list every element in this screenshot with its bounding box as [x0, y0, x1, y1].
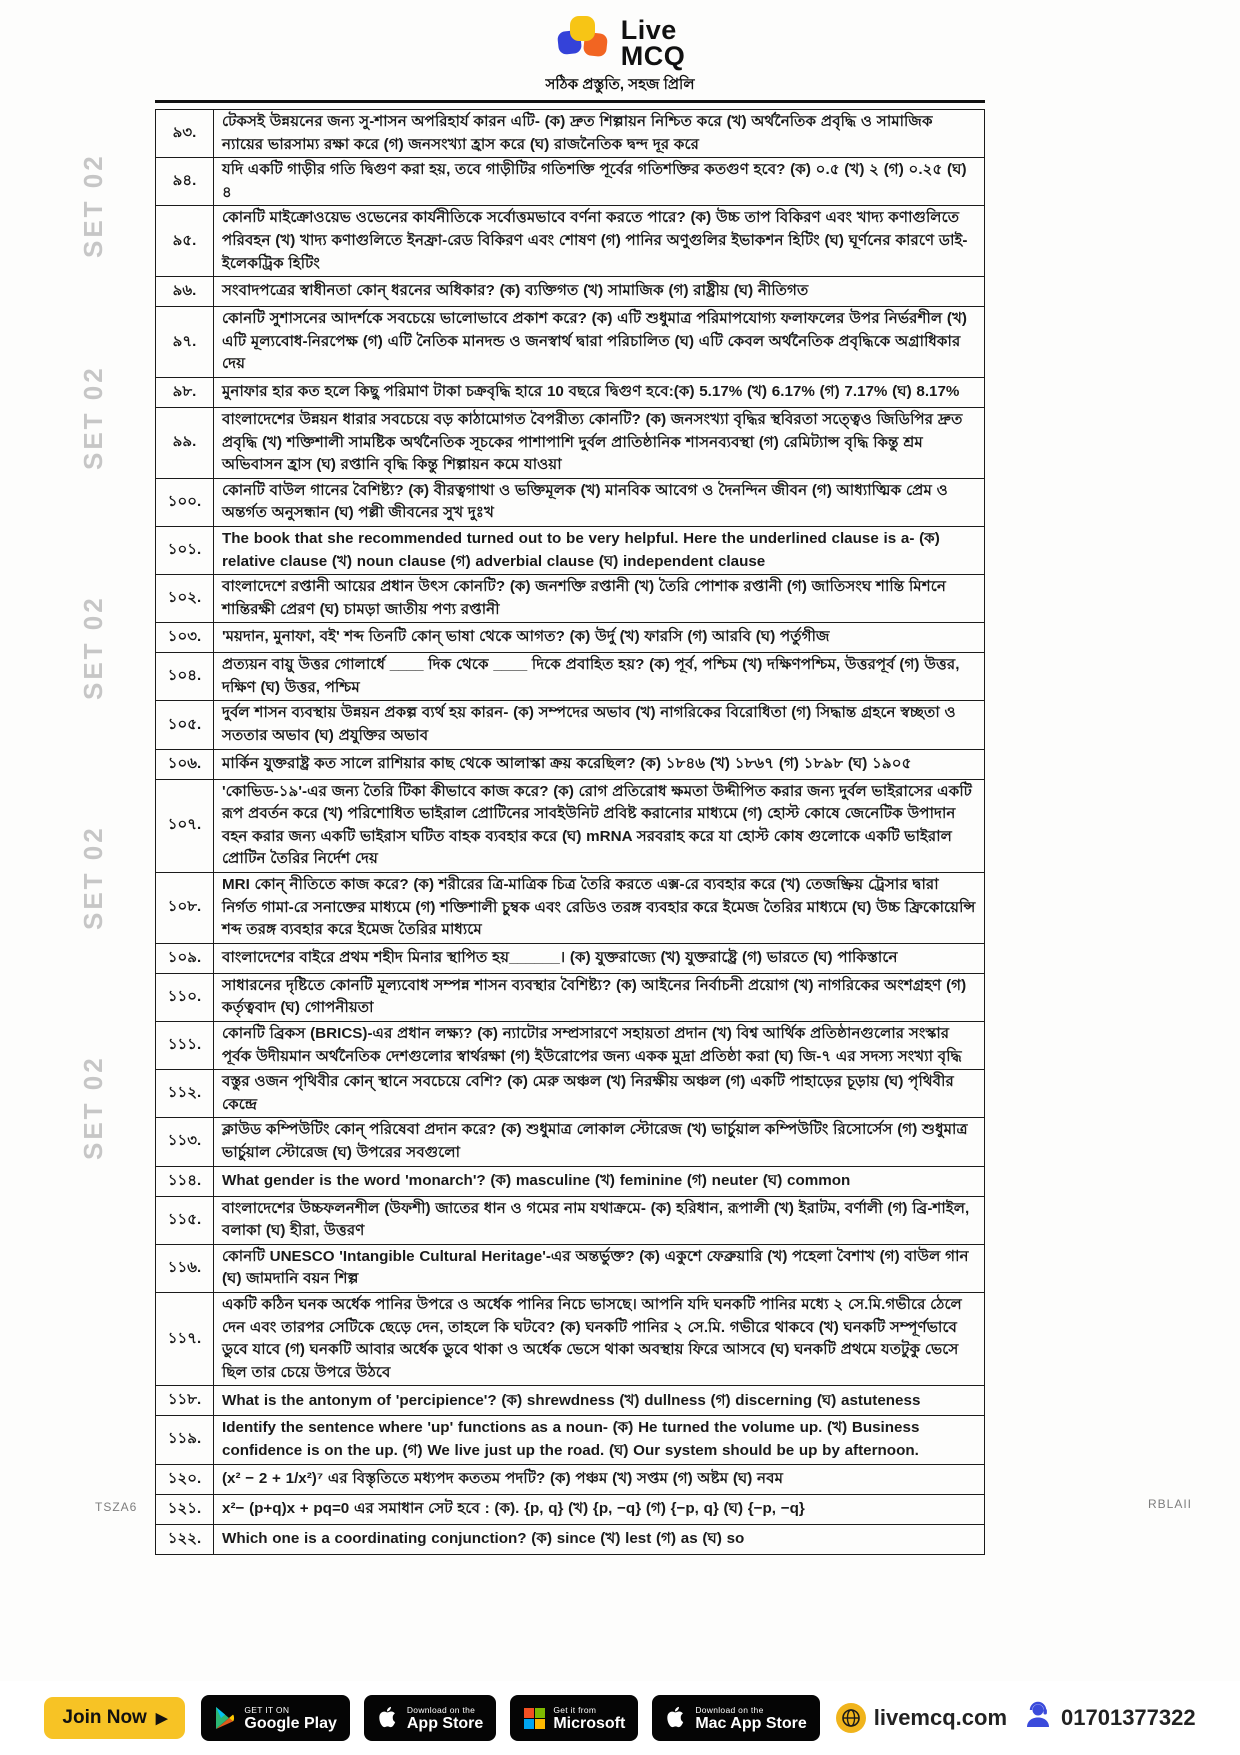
- question-number: ১০০.: [156, 478, 214, 526]
- question-row: [156, 1196, 985, 1244]
- question-number: ৯৫.: [156, 206, 214, 277]
- livemcq-logo-icon: [555, 14, 611, 71]
- question-row: [156, 158, 985, 206]
- question-row: [156, 701, 985, 749]
- apple-icon: [377, 1706, 399, 1730]
- play-arrow-icon: ▶: [155, 1710, 168, 1727]
- phone-contact[interactable]: [1023, 1700, 1196, 1736]
- question-number: ৯৯.: [156, 407, 214, 478]
- question-text: কোনটি বাউল গানের বৈশিষ্ট্য? (ক) বীরত্বগাথা ও ভক্তিমূলক (খ) মানবিক আবেগ ও দৈনন্দিন জীবন (গ) আধ্যাত্মিক প্রেম ও অন্তর্গত অনুসন্ধান (ঘ) পল্লী জীবনের সুখ দুঃখ: [214, 478, 985, 526]
- question-number: ১০২.: [156, 575, 214, 623]
- question-row: [156, 377, 985, 407]
- store-badge-google-play[interactable]: GET IT ON Google Play: [201, 1695, 349, 1741]
- question-row: [156, 943, 985, 973]
- question-text: প্রত্যয়ন বায়ু উত্তর গোলার্ধে ____ দিক থেকে ____ দিকে প্রবাহিত হয়? (ক) পূর্ব, পশ্চিম (খ) দক্ষিণপশ্চিম, উত্তরপূর্ব (গ) উত্তর, দক্ষিণ (ঘ) উত্তর, পশ্চিম: [214, 653, 985, 701]
- set-watermark: SET 02: [78, 1055, 108, 1160]
- question-number: ১০৫.: [156, 701, 214, 749]
- question-text: The book that she recommended turned out to be very helpful. Here the underlined clause is a- (ক) relative clause (খ) noun clause (গ) adverbial clause (ঘ) independent clause: [214, 526, 985, 574]
- question-number: ১১০.: [156, 973, 214, 1021]
- question-row: [156, 749, 985, 779]
- question-row: [156, 973, 985, 1021]
- question-row: [156, 1070, 985, 1118]
- question-number: ৯৮.: [156, 377, 214, 407]
- website-text: livemcq.com: [873, 1705, 1008, 1730]
- question-text: (x² − 2 + 1/x²)⁷ এর বিস্তৃতিতে মধ্যপদ কততম পদটি? (ক) পঞ্চম (খ) সপ্তম (গ) অষ্টম (ঘ) নবম: [214, 1464, 985, 1494]
- logo-tagline: সঠিক প্রস্তুতি, সহজ প্রিলি: [545, 76, 695, 93]
- question-row: [156, 779, 985, 872]
- join-now-button[interactable]: [44, 1697, 185, 1739]
- question-number: ৯৩.: [156, 110, 214, 158]
- question-row: [156, 1118, 985, 1166]
- question-number: ১২১.: [156, 1494, 214, 1524]
- question-text: ক্লাউড কম্পিউটিং কোন্ পরিষেবা প্রদান করে? (ক) শুধুমাত্র লোকাল স্টোরেজ (খ) ভার্চুয়াল কম্পিউটিং রিসোর্সেস (গ) শুধুমাত্র ভার্চুয়াল স্টোরেজ (ঘ) উপরের সবগুলো: [214, 1118, 985, 1166]
- question-number: ১১৪.: [156, 1166, 214, 1196]
- question-text: মুনাফার হার কত হলে কিছু পরিমাণ টাকা চক্রবৃদ্ধি হারে 10 বছরে দ্বিগুণ হবে:(ক) 5.17% (খ) 6.17% (গ) 7.17% (ঘ) 8.17%: [214, 377, 985, 407]
- question-row: [156, 1166, 985, 1196]
- question-number: ১১৫.: [156, 1196, 214, 1244]
- question-number: ১১২.: [156, 1070, 214, 1118]
- question-row: [156, 307, 985, 378]
- question-text: x²− (p+q)x + pq=0 এর সমাধান সেট হবে : (ক). {p, q} (খ) {p, −q} (গ) {−p, q} (ঘ) {−p, −q}: [214, 1494, 985, 1524]
- question-number: ১০৩.: [156, 623, 214, 653]
- logo-wordmark: Live MCQ: [620, 14, 686, 71]
- question-text: What gender is the word 'monarch'? (ক) masculine (খ) feminine (গ) neuter (ঘ) common: [214, 1166, 985, 1196]
- store-badge-microsoft[interactable]: Get it from Microsoft: [510, 1695, 638, 1741]
- question-number: ১২২.: [156, 1524, 214, 1554]
- question-row: [156, 526, 985, 574]
- microsoft-icon: [523, 1706, 545, 1730]
- question-row: [156, 1416, 985, 1464]
- apple-icon: [665, 1706, 687, 1730]
- page-code-right: RBLAII: [1148, 1497, 1193, 1511]
- question-text: দুর্বল শাসন ব্যবস্থায় উন্নয়ন প্রকল্প ব্যর্থ হয় কারন- (ক) সম্পদের অভাব (খ) নাগরিকের বিরোধিতা (গ) সিদ্ধান্ত গ্রহনে স্বচ্ছতা ও সততার অভাব (ঘ) প্রযুক্তির অভাব: [214, 701, 985, 749]
- question-row: [156, 1022, 985, 1070]
- livemcq-header: [0, 14, 1240, 98]
- question-text: বাংলাদেশের উন্নয়ন ধারার সবচেয়ে বড় কাঠামোগত বৈপরীত্য কোনটি? (ক) জনসংখ্যা বৃদ্ধির স্থবিরতা সত্ত্বেও জিডিপির দ্রুত প্রবৃদ্ধি (খ) শক্তিশালী সামষ্টিক অর্থনৈতিক সূচকের পাশাপাশি দুর্বল প্রাতিষ্ঠানিক শাসনব্যবস্থা (গ) রেমিট্যান্স বৃদ্ধি কিন্তু শ্রম অভিবাসন হ্রাস (ঘ) রপ্তানি বৃদ্ধি কিন্তু শিল্পায়ন কমে যাওয়া: [214, 407, 985, 478]
- set-watermark: SET 02: [78, 153, 108, 258]
- question-text: Identify the sentence where 'up' functions as a noun- (ক) He turned the volume up. (খ) Business confidence is on the up. (গ) We live just up the road. (ঘ) Our system should be up by afternoon.: [214, 1416, 985, 1464]
- set-watermark: SET 02: [78, 825, 108, 930]
- question-number: ১০৮.: [156, 873, 214, 944]
- question-number: ১১৮.: [156, 1386, 214, 1416]
- question-number: ৯৭.: [156, 307, 214, 378]
- question-row: [156, 1244, 985, 1292]
- question-number: ৯৪.: [156, 158, 214, 206]
- question-row: [156, 1464, 985, 1494]
- support-agent-icon: [1023, 1700, 1053, 1736]
- question-row: [156, 653, 985, 701]
- question-text: মার্কিন যুক্তরাষ্ট্র কত সালে রাশিয়ার কাছ থেকে আলাস্কা ক্রয় করেছিল? (ক) ১৮৪৬ (খ) ১৮৬৭ (গ) ১৮৯৮ (ঘ) ১৯০৫: [214, 749, 985, 779]
- question-row: [156, 478, 985, 526]
- question-text: সংবাদপত্রের স্বাধীনতা কোন্ ধরনের অধিকার? (ক) ব্যক্তিগত (খ) সামাজিক (গ) রাষ্ট্রীয় (ঘ) নীতিগত: [214, 277, 985, 307]
- phone-number: 01701377322: [1061, 1705, 1196, 1730]
- question-number: ১০৬.: [156, 749, 214, 779]
- question-number: ১০৭.: [156, 779, 214, 872]
- question-number: ১২০.: [156, 1464, 214, 1494]
- question-text: কোনটি মাইক্রোওয়েভ ওভেনের কার্যনীতিকে সর্বোত্তমভাবে বর্ণনা করতে পারে? (ক) উচ্চ তাপ বিকিরণ এবং খাদ্য কণাগুলিতে পরিবহন (খ) খাদ্য কণাগুলিতে ইনফ্রা-রেড বিকিরণ এবং শোষণ (গ) পানির অণুগুলির ইভাকশন হিটিং (ঘ) ঘূর্ণনের কারণে ডাই-ইলেকট্রিক হিটিং: [214, 206, 985, 277]
- question-table: [155, 109, 985, 1555]
- question-number: ১১৯.: [156, 1416, 214, 1464]
- question-row: [156, 1386, 985, 1416]
- question-text: যদি একটি গাড়ীর গতি দ্বিগুণ করা হয়, তবে গাড়ীটির গতিশক্তি পূর্বের গতিশক্তির কতগুণ হবে? (ক) ০.৫ (খ) ২ (গ) ০.২৫ (ঘ) ৪: [214, 158, 985, 206]
- question-text: কোনটি সুশাসনের আদর্শকে সবচেয়ে ভালোভাবে প্রকাশ করে? (ক) এটি শুধুমাত্র পরিমাপযোগ্য ফলাফলের উপর নির্ভরশীল (খ) এটি মূল্যবোধ-নিরপেক্ষ (গ) এটি নৈতিক মানদন্ড ও জনস্বার্থ দ্বারা পরিচালিত (ঘ) এটি কেবল অর্থনৈতিক প্রবৃদ্ধিকে অগ্রাধিকার দেয়: [214, 307, 985, 378]
- question-row: [156, 277, 985, 307]
- question-row: [156, 1524, 985, 1554]
- question-number: ১১১.: [156, 1022, 214, 1070]
- question-row: [156, 873, 985, 944]
- question-text: What is the antonym of 'percipience'? (ক) shrewdness (খ) dullness (গ) discerning (ঘ) astuteness: [214, 1386, 985, 1416]
- set-watermark: SET 02: [78, 365, 108, 470]
- website-link[interactable]: [836, 1703, 1007, 1733]
- question-number: ১১৩.: [156, 1118, 214, 1166]
- question-row: [156, 1494, 985, 1524]
- question-number: ১০৪.: [156, 653, 214, 701]
- question-text: টেকসই উন্নয়নের জন্য সু-শাসন অপরিহার্য কারন এটি- (ক) দ্রুত শিল্পায়ন নিশ্চিত করে (খ) অর্থনৈতিক প্রবৃদ্ধি ও সামাজিক ন্যায়ের ভারসাম্য রক্ষা করে (গ) জনসংখ্যা হ্রাস করে (ঘ) রাজনৈতিক দ্বন্দ দূর করে: [214, 110, 985, 158]
- promo-footer: [0, 1681, 1240, 1755]
- question-text: বস্তুর ওজন পৃথিবীর কোন্ স্থানে সবচেয়ে বেশি? (ক) মেরু অঞ্চল (খ) নিরক্ষীয় অঞ্চল (গ) একটি পাহাড়ের চূড়ায় (ঘ) পৃথিবীর কেন্দ্রে: [214, 1070, 985, 1118]
- page-code-left: TSZA6: [95, 1500, 138, 1514]
- question-number: ১০১.: [156, 526, 214, 574]
- set-watermark: SET 02: [78, 595, 108, 700]
- globe-icon: [836, 1703, 866, 1733]
- question-text: 'কোভিড-১৯'-এর জন্য তৈরি টিকা কীভাবে কাজ করে? (ক) রোগ প্রতিরোধ ক্ষমতা উদ্দীপিত করার জন্য দুর্বল ভাইরাসের একটি রূপ প্রবর্তন করে (খ) পরিশোধিত ভাইরাল প্রোটিনের সাবইউনিট প্রবিষ্ট করানোর মাধ্যমে (গ) হোস্ট কোষে জেনেটিক উপাদান বহন করার জন্য একটি ভাইরাস ঘটিত বাহক ব্যবহার করে (ঘ) mRNA সরবরাহ করে যা হোস্ট কোষ গুলোকে একটি ভাইরাল প্রোটিন তৈরির নির্দেশ দেয়: [214, 779, 985, 872]
- question-text: 'ময়দান, মুনাফা, বই' শব্দ তিনটি কোন্ ভাষা থেকে আগত? (ক) উর্দু (খ) ফারসি (গ) আরবি (ঘ) পর্তুগীজ: [214, 623, 985, 653]
- question-row: [156, 110, 985, 158]
- question-text: একটি কঠিন ঘনক অর্ধেক পানির উপরে ও অর্ধেক পানির নিচে ভাসছে। আপনি যদি ঘনকটি পানির মধ্যে ২ সে.মি.গভীরে ঠেলে দেন এবং তারপর সেটিকে ছেড়ে দেন, তাহলে কি ঘটবে? (ক) ঘনকটি পানির ২ সে.মি. গভীরে থাকবে (খ) ঘনকটি সম্পূর্ণভাবে ডুবে যাবে (গ) ঘনকটি আবার অর্ধেক ডুবে থাকা ও অর্ধেক ভেসে থাকা অবস্থায় ফিরে আসবে (ঘ) ঘনকটি প্রথমে যতটুকু ভেসে ছিল তার চেয়ে উপরে উঠবে: [214, 1292, 985, 1385]
- question-text: MRI কোন্ নীতিতে কাজ করে? (ক) শরীরের ত্রি-মাত্রিক চিত্র তৈরি করতে এক্স-রে ব্যবহার করে (খ) তেজষ্ক্রিয় ট্রেসার দ্বারা নির্গত গামা-রে সনাক্তের মাধ্যমে (গ) শক্তিশালী চুম্বক এবং রেডিও তরঙ্গ ব্যবহার করে ইমেজ তৈরির মাধ্যমে (ঘ) উচ্চ ফ্রিকোয়েন্সি শব্দ তরঙ্গ ব্যবহার করে ইমেজ তৈরির মাধ্যমে: [214, 873, 985, 944]
- join-now-label: Join Now: [62, 1707, 147, 1728]
- google-play-icon: [214, 1706, 236, 1730]
- question-row: [156, 575, 985, 623]
- question-number: ১১৬.: [156, 1244, 214, 1292]
- question-text: বাংলাদেশের উচ্চফলনশীল (উফশী) জাতের ধান ও গমের নাম যথাক্রমে- (ক) হরিধান, রূপালী (খ) ইরাটম, বর্ণালী (গ) ব্রি-শাইল, বলাকা (ঘ) হীরা, উত্তরণ: [214, 1196, 985, 1244]
- question-text: বাংলাদেশের বাইরে প্রথম শহীদ মিনার স্থাপিত হয়______। (ক) যুক্তরাজ্যে (খ) যুক্তরাষ্ট্রে (গ) ভারতে (ঘ) পাকিস্তানে: [214, 943, 985, 973]
- question-row: [156, 407, 985, 478]
- question-text: কোনটি UNESCO 'Intangible Cultural Heritage'-এর অন্তর্ভুক্ত? (ক) একুশে ফেব্রুয়ারি (খ) পহেলা বৈশাখ (গ) বাউল গান (ঘ) জামদানি বয়ন শিল্প: [214, 1244, 985, 1292]
- question-row: [156, 1292, 985, 1385]
- question-row: [156, 206, 985, 277]
- question-number: ১০৯.: [156, 943, 214, 973]
- question-number: ৯৬.: [156, 277, 214, 307]
- question-text: Which one is a coordinating conjunction? (ক) since (খ) lest (গ) as (ঘ) so: [214, 1524, 985, 1554]
- page-top-rule: [155, 100, 985, 103]
- store-badge-mac-app-store[interactable]: Download on the Mac App Store: [652, 1695, 819, 1741]
- question-text: সাধারনের দৃষ্টিতে কোনটি মূল্যবোধ সম্পন্ন শাসন ব্যবস্থার বৈশিষ্ট্য? (ক) আইনের নির্বাচনী প্রয়োগ (খ) নাগরিকের অংশগ্রহণ (গ) কর্তৃত্ববাদ (ঘ) গোপনীয়তা: [214, 973, 985, 1021]
- store-badge-app-store[interactable]: Download on the App Store: [364, 1695, 496, 1741]
- question-text: কোনটি ব্রিকস (BRICS)-এর প্রধান লক্ষ্য? (ক) ন্যাটোর সম্প্রসারণে সহায়তা প্রদান (খ) বিশ্ব আর্থিক প্রতিষ্ঠানগুলোর সংস্কার পূর্বক উদীয়মান অর্থনৈতিক দেশগুলোর স্বার্থরক্ষা (গ) ইউরোপের জন্য একক মুদ্রা প্রতিষ্ঠা করা (ঘ) জি-৭ এর সদস্য সংখ্যা বৃদ্ধি: [214, 1022, 985, 1070]
- question-text: বাংলাদেশে রপ্তানী আয়ের প্রধান উৎস কোনটি? (ক) জনশক্তি রপ্তানী (খ) তৈরি পোশাক রপ্তানী (গ) জাতিসংঘ শান্তি মিশনে শান্তিরক্ষী প্রেরণ (ঘ) চামড়া জাতীয় পণ্য রপ্তানী: [214, 575, 985, 623]
- question-row: [156, 623, 985, 653]
- question-number: ১১৭.: [156, 1292, 214, 1385]
